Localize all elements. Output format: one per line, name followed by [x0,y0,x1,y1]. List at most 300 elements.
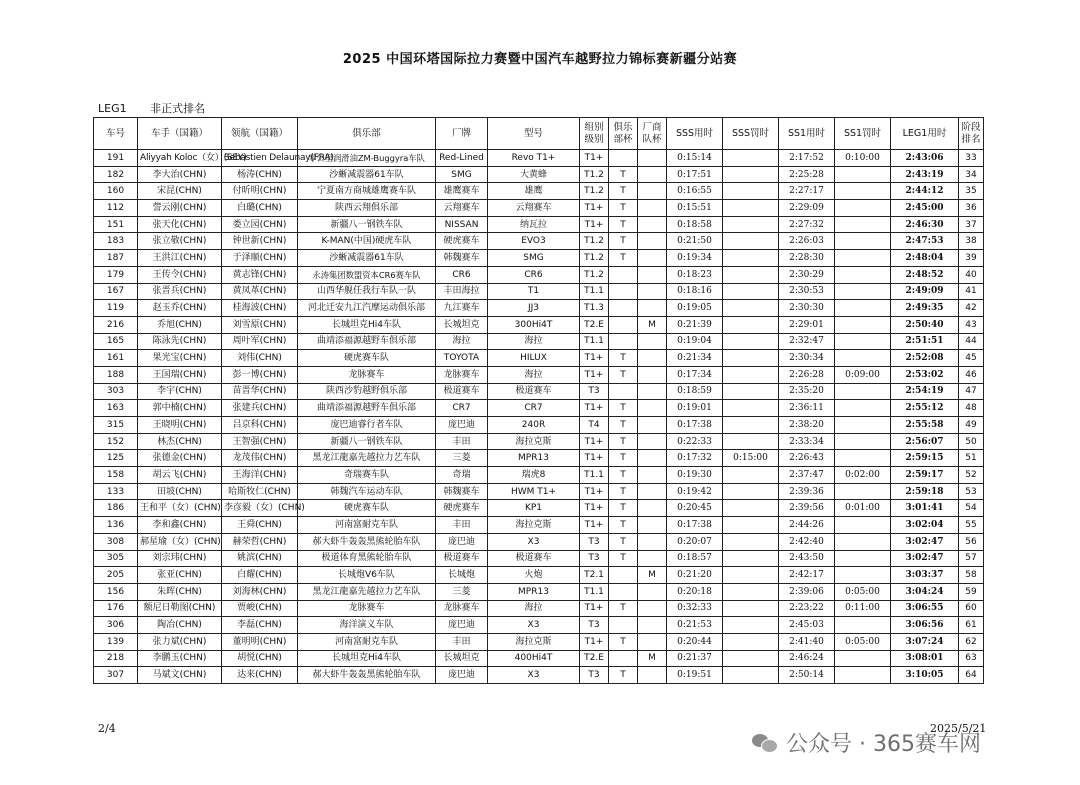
table-cell: 2:53:02 [891,366,959,383]
table-cell: 刘宗玮(CHN) [138,550,222,567]
table-cell [638,483,667,500]
table-cell: 黑龙江龍嘉先越拉力艺车队 [298,583,436,600]
table-cell: 龙脉赛车 [436,600,488,617]
table-cell: Aliyyah Koloc（女）(SEY) [138,150,222,167]
table-cell: 2:36:11 [779,400,835,417]
table-cell: 极道赛车 [436,550,488,567]
table-cell: 宁夏南方商城雄鹰赛车队 [298,183,436,200]
table-cell [638,250,667,267]
table-cell: 0:01:00 [835,500,891,517]
table-cell [723,533,779,550]
table-cell: 167 [94,283,138,300]
table-row [94,150,984,167]
table-cell: 长城坦克Hi4车队 [298,650,436,667]
table-cell: 43 [959,316,984,333]
table-cell: 2:50:40 [891,316,959,333]
table-row [94,417,984,434]
table-cell: 长城坦克 [436,316,488,333]
table-cell: 2:44:26 [779,517,835,534]
table-cell: 硬虎赛车队 [298,350,436,367]
column-header: 俱乐部 [298,118,436,150]
table-cell: 57 [959,550,984,567]
table-cell: 贾峻(CHN) [222,600,298,617]
table-cell: T1.1 [580,333,609,350]
table-cell: 300Hi4T [488,316,580,333]
table-cell: 王晓明(CHN) [138,417,222,434]
table-cell: 2:43:06 [891,150,959,167]
table-cell [723,667,779,684]
table-cell: M [638,567,667,584]
table-cell: 0:17:51 [667,166,723,183]
table-cell [723,600,779,617]
table-cell: 303 [94,383,138,400]
table-cell: 2:28:30 [779,250,835,267]
table-cell: 0:17:32 [667,450,723,467]
table-cell: 0:19:05 [667,300,723,317]
column-header: 厂牌 [436,118,488,150]
table-cell: 郭中楠(CHN) [138,400,222,417]
table-cell: 白璐(CHN) [222,200,298,217]
table-cell: 李鹏玉(CHN) [138,650,222,667]
table-cell: 极道赛车 [488,550,580,567]
table-cell [638,366,667,383]
table-cell [638,266,667,283]
table-row [94,183,984,200]
table-cell: 139 [94,633,138,650]
table-cell [835,183,891,200]
table-cell: 哈斯牧仁(CHN) [222,483,298,500]
table-cell [835,316,891,333]
table-row [94,517,984,534]
table-row [94,550,984,567]
table-cell: T1+ [580,450,609,467]
table-cell: T [609,550,638,567]
table-cell: T1.2 [580,183,609,200]
table-cell [835,450,891,467]
table-cell: 零公里润滑油ZM-Buggyra车队 [298,150,436,167]
table-cell [723,633,779,650]
table-cell: T1.1 [580,283,609,300]
table-cell: 0:15:14 [667,150,723,167]
table-cell: 216 [94,316,138,333]
table-cell [723,250,779,267]
table-cell: T1+ [580,433,609,450]
table-cell: 2:38:20 [779,417,835,434]
table-cell [638,350,667,367]
table-cell: 2:26:28 [779,366,835,383]
table-cell [723,400,779,417]
table-cell: 182 [94,166,138,183]
table-cell [723,366,779,383]
table-cell [609,300,638,317]
table-cell: 47 [959,383,984,400]
table-cell: 訾云刚(CHN) [138,200,222,217]
table-cell: 娄立园(CHN) [222,216,298,233]
table-cell [723,583,779,600]
table-cell: 纳瓦拉 [488,216,580,233]
table-cell: 海拉 [488,333,580,350]
table-cell: 海拉 [488,366,580,383]
table-cell [835,417,891,434]
table-row [94,383,984,400]
table-cell: 张亚(CHN) [138,567,222,584]
table-cell: 0:22:33 [667,433,723,450]
table-cell: 刘伟(CHN) [222,350,298,367]
table-cell [723,500,779,517]
table-cell: 苗晋华(CHN) [222,383,298,400]
table-cell: 0:32:33 [667,600,723,617]
table-cell [723,216,779,233]
table-cell: 田坡(CHN) [138,483,222,500]
table-cell: 三菱 [436,450,488,467]
table-cell [835,550,891,567]
table-cell: 161 [94,350,138,367]
ranking-status: 非正式排名 [150,102,206,115]
table-cell: 0:21:34 [667,350,723,367]
table-cell: 2:41:40 [779,633,835,650]
table-cell: 0:21:53 [667,617,723,634]
table-cell [835,216,891,233]
table-cell [638,200,667,217]
watermark [752,727,981,758]
column-header: 车号 [94,118,138,150]
table-cell [638,333,667,350]
table-cell [835,533,891,550]
table-cell: 0:19:42 [667,483,723,500]
table-cell: 丰田 [436,517,488,534]
table-cell: K-MAN(中国)硬虎车队 [298,233,436,250]
table-cell [835,200,891,217]
table-row [94,617,984,634]
table-row [94,467,984,484]
table-cell: 瑞虎8 [488,467,580,484]
table-cell: 2:46:24 [779,650,835,667]
table-cell: 205 [94,567,138,584]
table-cell: 0:11:00 [835,600,891,617]
table-row [94,366,984,383]
table-cell: 3:06:56 [891,617,959,634]
table-cell: 0:17:38 [667,517,723,534]
table-cell: 151 [94,216,138,233]
table-cell: 极道赛车 [488,383,580,400]
table-cell: SMG [436,166,488,183]
table-cell: T1+ [580,633,609,650]
table-cell [723,550,779,567]
table-cell [835,667,891,684]
table-cell: 极道赛车 [436,383,488,400]
table-cell: 曲靖添福源越野车俱乐部 [298,400,436,417]
table-cell [609,283,638,300]
table-cell: 2:30:53 [779,283,835,300]
table-cell: 240R [488,417,580,434]
table-cell: 3:07:24 [891,633,959,650]
table-cell: 0:18:58 [667,216,723,233]
table-cell: 韩魏赛车 [436,483,488,500]
table-cell: T [609,483,638,500]
table-cell: 2:39:56 [779,500,835,517]
table-cell: 桂海波(CHN) [222,300,298,317]
table-row [94,216,984,233]
table-cell: 李磊(CHN) [222,617,298,634]
table-cell: 63 [959,650,984,667]
table-cell: T1.2 [580,250,609,267]
table-cell: 海拉 [436,333,488,350]
table-cell: 3:02:04 [891,517,959,534]
table-cell: 36 [959,200,984,217]
table-cell: T [609,366,638,383]
table-cell [609,567,638,584]
table-cell: 3:06:55 [891,600,959,617]
table-row [94,300,984,317]
table-cell: 刘雪原(CHN) [222,316,298,333]
column-header: SSS罚时 [723,118,779,150]
table-cell [835,266,891,283]
table-cell: 长城炮V6车队 [298,567,436,584]
table-cell: 王和平（女）(CHN) [138,500,222,517]
table-cell: 王智强(CHN) [222,433,298,450]
table-cell: 大黄蜂 [488,166,580,183]
table-cell: X3 [488,667,580,684]
table-cell: 58 [959,567,984,584]
table-cell: 2:49:35 [891,300,959,317]
table-cell: T [609,667,638,684]
table-cell: T2.E [580,316,609,333]
table-cell [638,467,667,484]
table-row [94,583,984,600]
table-cell [638,183,667,200]
leg-label: LEG1 [98,102,127,115]
table-cell: 河北迁安九江汽摩运动俱乐部 [298,300,436,317]
table-cell: 0:16:55 [667,183,723,200]
table-cell: 2:30:34 [779,350,835,367]
table-cell: 45 [959,350,984,367]
table-cell: 2:17:52 [779,150,835,167]
table-cell: 0:18:23 [667,266,723,283]
table-row [94,483,984,500]
table-cell [638,283,667,300]
table-cell: 2:54:19 [891,383,959,400]
table-cell: 永涛集团数盟资本CR6赛车队 [298,266,436,283]
table-cell: 郝大虾牛轰轰黑熊轮胎车队 [298,667,436,684]
table-cell: 河南富耐克车队 [298,633,436,650]
table-cell: 庞巴迪 [436,533,488,550]
table-cell: 2:45:00 [891,200,959,217]
table-cell: 韩魏赛车 [436,250,488,267]
table-cell: 海拉克斯 [488,633,580,650]
table-cell: 315 [94,417,138,434]
column-header: SSS用时 [667,118,723,150]
table-cell: MPR13 [488,583,580,600]
table-cell: 雄鹰赛车 [436,183,488,200]
table-cell: 龙脉赛车 [298,600,436,617]
table-row [94,233,984,250]
table-cell: 宋昆(CHN) [138,183,222,200]
table-cell [723,266,779,283]
table-cell: 0:02:00 [835,467,891,484]
table-cell: T [609,633,638,650]
table-cell: T1.2 [580,266,609,283]
table-cell: 陶冶(CHN) [138,617,222,634]
table-cell: 沙蜥减震器61车队 [298,166,436,183]
table-cell: 186 [94,500,138,517]
table-cell: 183 [94,233,138,250]
table-cell [638,617,667,634]
table-cell: 沙蜥减震器61车队 [298,250,436,267]
table-cell: 191 [94,150,138,167]
table-cell: 达来(CHN) [222,667,298,684]
table-cell: 119 [94,300,138,317]
table-cell: T1+ [580,366,609,383]
table-cell: 0:19:51 [667,667,723,684]
table-cell: T [609,467,638,484]
table-cell: 云翔赛车 [488,200,580,217]
table-cell: T1.2 [580,233,609,250]
table-cell [835,617,891,634]
table-cell: M [638,316,667,333]
table-cell: 2:44:12 [891,183,959,200]
table-cell: CR7 [488,400,580,417]
table-cell: 39 [959,250,984,267]
table-cell: 极道体育黑熊轮胎车队 [298,550,436,567]
table-cell: 2:45:03 [779,617,835,634]
table-cell: 400Hi4T [488,650,580,667]
table-cell: 42 [959,300,984,317]
table-cell: CR7 [436,400,488,417]
table-row [94,633,984,650]
table-cell: 0:18:59 [667,383,723,400]
table-cell [723,233,779,250]
table-cell [638,150,667,167]
table-cell: KP1 [488,500,580,517]
table-cell [638,500,667,517]
table-cell [835,283,891,300]
table-cell: MPR13 [488,450,580,467]
table-cell: 付昕明(CHN) [222,183,298,200]
leg-heading [98,100,225,116]
table-cell: 53 [959,483,984,500]
table-cell [638,383,667,400]
table-cell: 黄志锋(CHN) [222,266,298,283]
table-cell: 庞巴迪睿行者车队 [298,417,436,434]
table-cell [609,333,638,350]
table-cell: T1.3 [580,300,609,317]
table-cell [723,316,779,333]
table-cell [835,350,891,367]
table-cell [609,316,638,333]
table-cell [835,650,891,667]
column-header: 领航（国籍） [222,118,298,150]
table-cell [723,333,779,350]
table-cell: 长城坦克Hi4车队 [298,316,436,333]
table-cell: T1.1 [580,467,609,484]
table-cell: T [609,183,638,200]
table-cell: 云翔赛车 [436,200,488,217]
table-cell: X3 [488,533,580,550]
table-cell: 2:29:09 [779,200,835,217]
table-cell: 黄凤革(CHN) [222,283,298,300]
table-cell: T [609,200,638,217]
table-cell: 长城坦克 [436,650,488,667]
table-cell: 钟世新(CHN) [222,233,298,250]
table-cell [723,483,779,500]
table-cell: 张立敬(CHN) [138,233,222,250]
table-cell: CR6 [488,266,580,283]
table-cell [835,433,891,450]
table-cell: 56 [959,533,984,550]
table-body [94,150,984,684]
column-header: 阶段排名 [959,118,984,150]
table-cell: 2:55:58 [891,417,959,434]
table-cell: 新疆八一钢铁车队 [298,216,436,233]
table-cell: T1+ [580,150,609,167]
table-cell: 40 [959,266,984,283]
table-cell: 曲靖添福源越野车俱乐部 [298,333,436,350]
table-cell: 133 [94,483,138,500]
table-cell: 李宇(CHN) [138,383,222,400]
table-cell: 51 [959,450,984,467]
table-cell: Red-Lined [436,150,488,167]
table-cell: 2:27:32 [779,216,835,233]
table-cell: 0:15:51 [667,200,723,217]
table-cell: 308 [94,533,138,550]
table-cell: T [609,250,638,267]
wechat-icon [752,732,778,754]
table-cell: 0:21:39 [667,316,723,333]
table-cell: 46 [959,366,984,383]
table-cell [723,183,779,200]
table-cell: T [609,600,638,617]
table-cell: 2:42:17 [779,567,835,584]
table-cell: 赫荣哲(CHN) [222,533,298,550]
table-cell: 0:05:00 [835,583,891,600]
table-cell: 2:39:06 [779,583,835,600]
table-cell [835,333,891,350]
table-cell: 山西华舰任我行车队一队 [298,283,436,300]
table-cell: 2:52:08 [891,350,959,367]
table-cell: 龙脉赛车 [298,366,436,383]
document-title: 2025 中国环塔国际拉力赛暨中国汽车越野拉力锦标赛新疆分站赛 [342,52,738,67]
table-cell: 胡云飞(CHN) [138,467,222,484]
table-cell: 胡悦(CHN) [222,650,298,667]
table-cell: 硬虎赛车 [436,500,488,517]
table-cell [723,567,779,584]
table-cell [835,233,891,250]
table-cell: T3 [580,383,609,400]
table-cell: 2:50:14 [779,667,835,684]
table-cell: T3 [580,533,609,550]
table-cell [723,283,779,300]
table-cell: 丰田 [436,633,488,650]
print-date: 2025/5/21 [930,722,987,735]
table-cell: 额尼日勒图(CHN) [138,600,222,617]
table-cell: 61 [959,617,984,634]
column-header: 厂商队杯 [638,118,667,150]
table-cell: 55 [959,517,984,534]
column-header: SS1罚时 [835,118,891,150]
table-cell: 160 [94,183,138,200]
table-cell: 0:21:20 [667,567,723,584]
table-row [94,283,984,300]
table-cell: 3:02:47 [891,533,959,550]
table-cell: 张建兵(CHN) [222,400,298,417]
table-cell: 2:35:20 [779,383,835,400]
table-cell: Sebastien Delaunay(FRA) [222,150,298,167]
table-cell: 马斌文(CHN) [138,667,222,684]
table-cell: 187 [94,250,138,267]
table-cell: 2:29:01 [779,316,835,333]
table-cell: 0:20:44 [667,633,723,650]
table-cell: HWM T1+ [488,483,580,500]
